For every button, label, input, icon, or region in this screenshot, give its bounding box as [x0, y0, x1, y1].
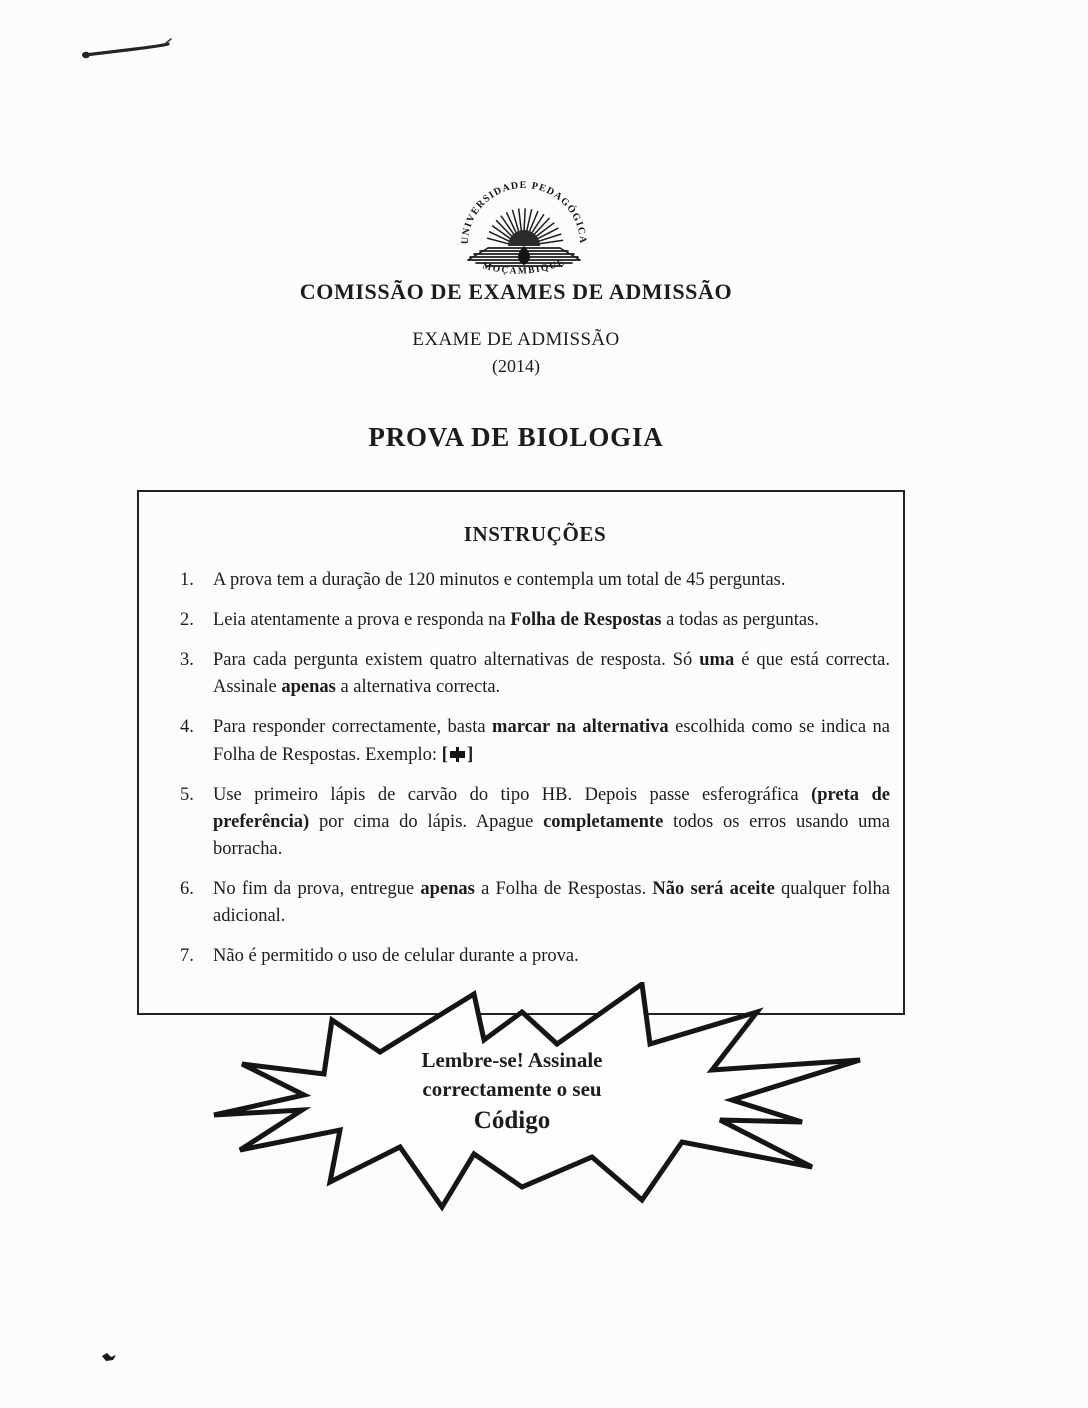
- reminder-line-2: correctamente o seu: [422, 1077, 602, 1101]
- university-logo-emblem: [438, 180, 610, 280]
- committee-heading: COMISSÃO DE EXAMES DE ADMISSÃO: [299, 279, 733, 304]
- reminder-line-3: Código: [473, 1107, 551, 1134]
- instruction-item: [180, 876, 890, 930]
- instruction-number: 1.: [180, 570, 194, 590]
- instruction-number: 3.: [180, 650, 194, 670]
- reminder-burst: [212, 982, 862, 1214]
- instruction-item: [180, 567, 890, 594]
- instruction-number: 7.: [180, 946, 194, 966]
- logo-bottom-text: MOÇAMBIQUE: [481, 257, 567, 277]
- instruction-item: [180, 607, 890, 634]
- instruction-text: A prova tem a duração de 120 minutos e contempla um total de 45 perguntas.: [213, 570, 786, 590]
- instruction-item: [180, 647, 890, 701]
- exam-year: (2014): [492, 356, 540, 376]
- instruction-text: Para responder correctamente, basta marcar na alternativa escolhida como se indica na Folha de Respostas. Exemplo: [ ]: [213, 714, 890, 769]
- instructions-box: [137, 490, 905, 1015]
- logo-top-text: UNIVERSIDADE PEDAGÓGICA: [459, 180, 589, 245]
- university-logo: [438, 180, 610, 280]
- instruction-item: [180, 714, 890, 769]
- reminder-text: [232, 1046, 792, 1138]
- instruction-number: 4.: [180, 717, 194, 737]
- pen-stroke-mark: [80, 36, 176, 66]
- instruction-number: 5.: [180, 785, 194, 805]
- instruction-text: Use primeiro lápis de carvão do tipo HB. Depois passe esferográfica (preta de preferência) por cima do lápis. Apague completamente todos os erros usando uma borracha.: [213, 785, 891, 859]
- instruction-text: No fim da prova, entregue apenas a Folha de Respostas. Não será aceite qualquer folha adicional.: [213, 879, 890, 926]
- instruction-item: [180, 782, 890, 863]
- instruction-number: 2.: [180, 610, 194, 630]
- instruction-item: [180, 943, 890, 970]
- instruction-number: 6.: [180, 879, 194, 899]
- instructions-title: INSTRUÇÕES: [463, 522, 607, 546]
- instruction-text: Para cada pergunta existem quatro alternativas de resposta. Só uma é que está correcta. Assinale apenas a alternativa correcta.: [213, 650, 890, 697]
- exam-heading: EXAME DE ADMISSÃO: [412, 329, 620, 350]
- reminder-line-1: Lembre-se! Assinale: [421, 1048, 603, 1072]
- answer-mark-icon: [ ]: [441, 744, 474, 765]
- page-title: PROVA DE BIOLOGIA: [368, 422, 664, 452]
- ink-blot-mark: [100, 1350, 118, 1364]
- instruction-text: Não é permitido o uso de celular durante a prova.: [213, 946, 579, 966]
- instructions-list: [180, 567, 890, 970]
- instruction-text: Leia atentamente a prova e responda na Folha de Respostas a todas as perguntas.: [213, 610, 819, 630]
